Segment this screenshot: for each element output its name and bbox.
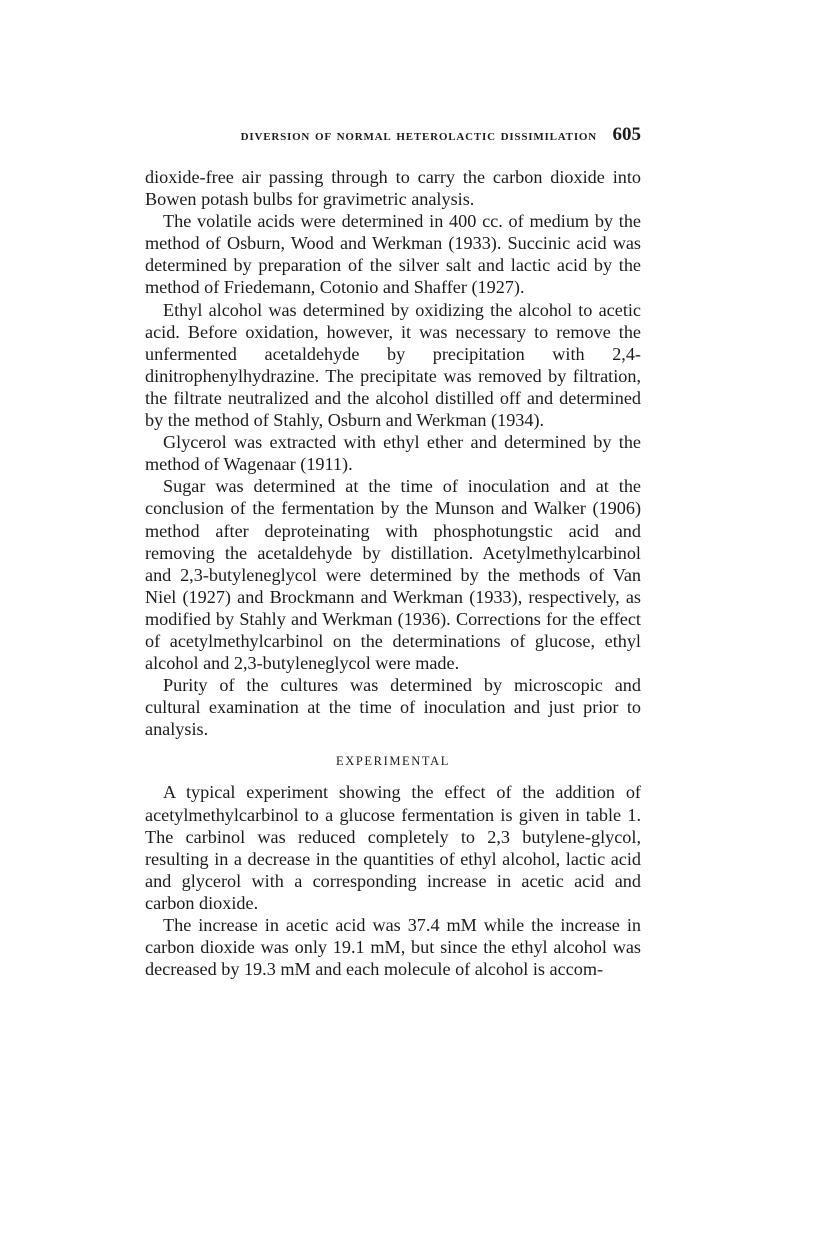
paragraph-ethyl-alcohol: Ethyl alcohol was determined by oxidizing the alcohol to acetic acid. Before oxidation, however, it was necessary to remove the unfermented acetaldehyde by precipitation with 2,4-dinitrophenylhydrazine. The precipitate was removed by filtration, the filtrate neutralized and the alcohol distilled off and determined by the method of Stahly, Osburn and Werkman (1934). [145, 299, 641, 431]
paragraph-sugar: Sugar was determined at the time of inoculation and at the conclusion of the fermentation by the Munson and Walker (1906) method after deproteinating with phosphotungstic acid and removing the acetaldehyde by distillation. Acetylmethylcarbinol and 2,3-butyleneglycol were determined by the methods of Van Niel (1927) and Brockmann and Werkman (1933), respectively, as modified by Stahly and Werkman (1936). Corrections for the effect of acetylmethylcarbinol on the determinations of glucose, ethyl alcohol and 2,3-butyleneglycol were made. [145, 476, 641, 674]
paragraph-acetic-increase: The increase in acetic acid was 37.4 mM while the increase in carbon dioxide was only 19.1 mM, but since the ethyl alcohol was decreased by 19.3 mM and each molecule of alcohol is accom- [145, 915, 641, 980]
page-number: 605 [612, 124, 641, 145]
page [145, 124, 641, 980]
paragraph-typical-experiment: A typical experiment showing the effect of the addition of acetylmethylcarbinol to a glucose fermentation is given in table 1. The carbinol was reduced completely to 2,3 butylene-glycol, resulting in a decrease in the quantities of ethyl alcohol, lactic acid and glycerol with a corresponding increase in acetic acid and carbon dioxide. [145, 782, 641, 913]
running-title: diversion of normal heterolactic dissimilation [240, 127, 597, 144]
section-heading: EXPERIMENTAL [335, 754, 451, 769]
paragraph-glycerol: Glycerol was extracted with ethyl ether and determined by the method of Wagenaar (1911). [145, 432, 641, 475]
paragraph-continued: dioxide-free air passing through to carry the carbon dioxide into Bowen potash bulbs for gravimetric analysis. [145, 167, 641, 210]
body-text [145, 166, 641, 980]
paragraph-volatile-acids: The volatile acids were determined in 400 cc. of medium by the method of Osburn, Wood and Werkman (1933). Succinic acid was determined by preparation of the silver salt and lactic acid by the method of Friedemann, Cotonio and Shaffer (1927). [145, 211, 641, 298]
paragraph-purity: Purity of the cultures was determined by microscopic and cultural examination at the time of inoculation and just prior to analysis. [145, 675, 641, 740]
running-header [145, 124, 641, 152]
